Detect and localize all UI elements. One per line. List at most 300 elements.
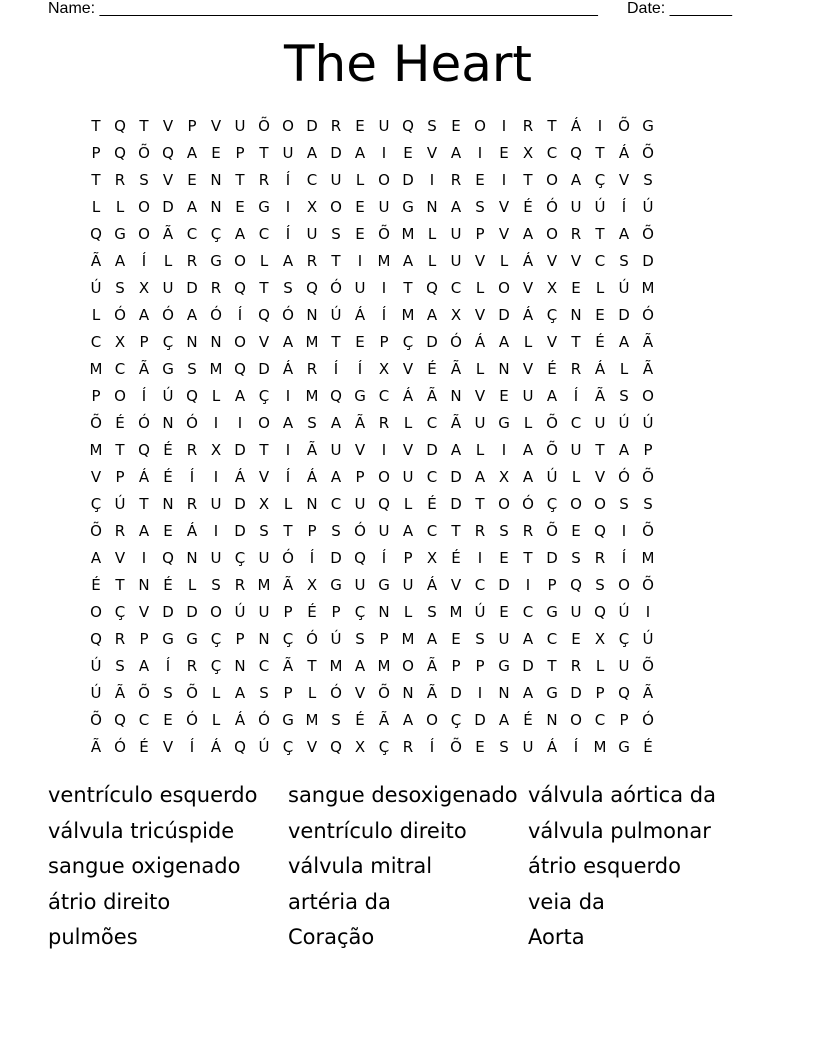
grid-letter[interactable]: C [330, 495, 342, 513]
grid-letter[interactable]: E [211, 144, 221, 162]
grid-letter[interactable]: Õ [138, 144, 150, 162]
grid-letter[interactable]: U [570, 198, 582, 216]
grid-letter[interactable]: S [355, 630, 365, 648]
grid-letter[interactable]: V [90, 468, 102, 486]
grid-letter[interactable]: Ó [186, 414, 198, 432]
grid-letter[interactable]: Q [90, 630, 102, 648]
grid-letter[interactable]: E [451, 117, 461, 135]
grid-letter[interactable]: E [475, 738, 485, 756]
grid-letter[interactable]: O [378, 171, 390, 189]
grid-letter[interactable]: O [498, 279, 510, 297]
grid-letter[interactable]: I [357, 252, 363, 270]
grid-letter[interactable]: V [546, 333, 558, 351]
grid-letter[interactable]: U [330, 441, 342, 459]
grid-letter[interactable]: C [258, 657, 270, 675]
grid-letter[interactable]: Á [354, 306, 366, 324]
grid-letter[interactable]: P [283, 603, 293, 621]
grid-letter[interactable]: O [282, 117, 294, 135]
grid-letter[interactable]: P [115, 468, 125, 486]
grid-letter[interactable]: M [329, 657, 343, 675]
grid-letter[interactable]: Q [402, 117, 414, 135]
grid-letter[interactable]: T [595, 144, 605, 162]
grid-letter[interactable]: P [307, 522, 317, 540]
grid-letter[interactable]: Í [357, 360, 363, 378]
grid-letter[interactable]: Ú [114, 495, 126, 513]
grid-letter[interactable]: G [498, 414, 510, 432]
grid-letter[interactable]: R [234, 576, 246, 594]
grid-letter[interactable]: Q [330, 738, 342, 756]
grid-letter[interactable]: É [139, 738, 149, 756]
grid-letter[interactable]: V [354, 684, 366, 702]
grid-letter[interactable]: R [114, 522, 126, 540]
grid-letter[interactable]: D [330, 549, 342, 567]
grid-letter[interactable]: Ç [450, 711, 462, 729]
grid-letter[interactable]: P [187, 117, 197, 135]
grid-letter[interactable]: C [594, 252, 606, 270]
grid-letter[interactable]: O [330, 198, 342, 216]
grid-letter[interactable]: Q [114, 711, 126, 729]
grid-letter[interactable]: Q [258, 306, 270, 324]
grid-letter[interactable]: Á [570, 117, 582, 135]
grid-letter[interactable]: D [522, 657, 534, 675]
grid-letter[interactable]: L [403, 495, 413, 513]
grid-letter[interactable]: É [523, 198, 533, 216]
date-field[interactable]: Date: _______ [627, 0, 732, 17]
grid-letter[interactable]: Ç [546, 306, 558, 324]
grid-letter[interactable]: I [645, 603, 651, 621]
grid-letter[interactable]: É [91, 576, 101, 594]
grid-letter[interactable]: M [89, 360, 103, 378]
grid-letter[interactable]: V [114, 549, 126, 567]
grid-letter[interactable]: N [186, 333, 198, 351]
grid-letter[interactable]: A [618, 225, 630, 243]
grid-letter[interactable]: I [525, 576, 531, 594]
grid-letter[interactable]: O [258, 414, 270, 432]
grid-letter[interactable]: Q [114, 117, 126, 135]
grid-letter[interactable]: O [498, 495, 510, 513]
grid-letter[interactable]: E [403, 144, 413, 162]
grid-letter[interactable]: Á [522, 306, 534, 324]
grid-letter[interactable]: G [162, 630, 174, 648]
grid-letter[interactable]: O [546, 225, 558, 243]
grid-letter[interactable]: R [570, 225, 582, 243]
grid-letter[interactable]: Ã [138, 360, 150, 378]
grid-letter[interactable]: I [381, 144, 387, 162]
grid-letter[interactable]: S [211, 576, 221, 594]
grid-letter[interactable]: D [306, 117, 318, 135]
grid-letter[interactable]: Í [333, 360, 339, 378]
grid-letter[interactable]: O [114, 387, 126, 405]
grid-letter[interactable]: D [162, 198, 174, 216]
grid-letter[interactable]: X [258, 495, 270, 513]
grid-letter[interactable]: O [594, 495, 606, 513]
grid-letter[interactable]: P [331, 603, 341, 621]
grid-letter[interactable]: D [570, 684, 582, 702]
grid-letter[interactable]: Í [573, 387, 579, 405]
grid-letter[interactable]: N [498, 360, 510, 378]
grid-letter[interactable]: T [595, 225, 605, 243]
grid-letter[interactable]: X [546, 279, 558, 297]
grid-letter[interactable]: T [91, 117, 101, 135]
grid-letter[interactable]: Í [381, 306, 387, 324]
grid-letter[interactable]: Ã [594, 387, 606, 405]
grid-letter[interactable]: T [331, 252, 341, 270]
grid-letter[interactable]: E [355, 198, 365, 216]
grid-letter[interactable]: P [547, 576, 557, 594]
grid-letter[interactable]: Õ [450, 738, 462, 756]
grid-letter[interactable]: A [618, 333, 630, 351]
grid-letter[interactable]: S [499, 522, 509, 540]
grid-letter[interactable]: V [210, 117, 222, 135]
grid-letter[interactable]: A [426, 306, 438, 324]
grid-letter[interactable]: X [450, 306, 462, 324]
grid-letter[interactable]: V [522, 360, 534, 378]
grid-letter[interactable]: Í [189, 738, 195, 756]
grid-letter[interactable]: É [355, 711, 365, 729]
grid-letter[interactable]: G [546, 603, 558, 621]
grid-letter[interactable]: Ú [330, 306, 342, 324]
grid-letter[interactable]: É [451, 549, 461, 567]
grid-letter[interactable]: Õ [546, 414, 558, 432]
grid-letter[interactable]: D [450, 495, 462, 513]
grid-letter[interactable]: Q [162, 144, 174, 162]
grid-letter[interactable]: Ó [450, 333, 462, 351]
grid-letter[interactable]: S [139, 171, 149, 189]
grid-letter[interactable]: D [618, 306, 630, 324]
grid-letter[interactable]: V [474, 306, 486, 324]
grid-letter[interactable]: U [402, 468, 414, 486]
grid-letter[interactable]: Ã [642, 684, 654, 702]
grid-letter[interactable]: N [210, 171, 222, 189]
grid-letter[interactable]: Ó [546, 198, 558, 216]
grid-letter[interactable]: V [498, 198, 510, 216]
grid-letter[interactable]: É [115, 414, 125, 432]
grid-letter[interactable]: T [139, 495, 149, 513]
grid-letter[interactable]: P [403, 549, 413, 567]
grid-letter[interactable]: V [618, 171, 630, 189]
grid-letter[interactable]: G [498, 657, 510, 675]
grid-letter[interactable]: S [619, 495, 629, 513]
grid-letter[interactable]: I [213, 414, 219, 432]
grid-letter[interactable]: X [378, 360, 390, 378]
grid-letter[interactable]: C [90, 333, 102, 351]
grid-letter[interactable]: U [306, 225, 318, 243]
grid-letter[interactable]: R [594, 549, 606, 567]
grid-letter[interactable]: Õ [642, 468, 654, 486]
grid-letter[interactable]: D [474, 711, 486, 729]
grid-letter[interactable]: D [234, 441, 246, 459]
grid-letter[interactable]: V [402, 360, 414, 378]
grid-letter[interactable]: I [213, 468, 219, 486]
grid-letter[interactable]: T [571, 333, 581, 351]
grid-letter[interactable]: S [115, 279, 125, 297]
grid-letter[interactable]: M [593, 738, 607, 756]
grid-letter[interactable]: M [305, 387, 319, 405]
grid-letter[interactable]: C [594, 711, 606, 729]
grid-letter[interactable]: U [522, 387, 534, 405]
grid-letter[interactable]: Ú [90, 657, 102, 675]
grid-letter[interactable]: R [570, 360, 582, 378]
grid-letter[interactable]: R [522, 117, 534, 135]
grid-letter[interactable]: S [643, 495, 653, 513]
grid-letter[interactable]: O [138, 198, 150, 216]
grid-letter[interactable]: L [619, 360, 629, 378]
grid-letter[interactable]: N [570, 306, 582, 324]
grid-letter[interactable]: Ç [282, 738, 294, 756]
grid-letter[interactable]: L [115, 198, 125, 216]
grid-letter[interactable]: Á [186, 522, 198, 540]
grid-letter[interactable]: Ç [210, 225, 222, 243]
grid-letter[interactable]: Ó [210, 306, 222, 324]
grid-letter[interactable]: Ó [186, 711, 198, 729]
grid-letter[interactable]: U [594, 414, 606, 432]
grid-letter[interactable]: A [450, 198, 462, 216]
grid-letter[interactable]: Ã [162, 225, 174, 243]
grid-letter[interactable]: V [426, 144, 438, 162]
grid-letter[interactable]: V [162, 171, 174, 189]
grid-letter[interactable]: L [403, 603, 413, 621]
grid-letter[interactable]: T [451, 522, 461, 540]
grid-letter[interactable]: R [306, 360, 318, 378]
grid-letter[interactable]: Ó [330, 684, 342, 702]
grid-letter[interactable]: C [138, 711, 150, 729]
grid-letter[interactable]: N [498, 684, 510, 702]
grid-letter[interactable]: Õ [546, 522, 558, 540]
grid-letter[interactable]: M [401, 630, 415, 648]
grid-letter[interactable]: Q [570, 144, 582, 162]
grid-letter[interactable]: Q [570, 576, 582, 594]
grid-letter[interactable]: G [546, 684, 558, 702]
grid-letter[interactable]: Q [234, 360, 246, 378]
grid-letter[interactable]: C [426, 522, 438, 540]
grid-letter[interactable]: T [259, 144, 269, 162]
grid-letter[interactable]: L [307, 684, 317, 702]
grid-letter[interactable]: T [523, 549, 533, 567]
grid-letter[interactable]: C [450, 279, 462, 297]
grid-letter[interactable]: Ó [138, 414, 150, 432]
grid-letter[interactable]: S [643, 171, 653, 189]
grid-letter[interactable]: S [595, 576, 605, 594]
grid-letter[interactable]: O [378, 468, 390, 486]
grid-letter[interactable]: Ó [618, 468, 630, 486]
grid-letter[interactable]: N [162, 414, 174, 432]
grid-letter[interactable]: U [618, 657, 630, 675]
grid-letter[interactable]: Õ [642, 144, 654, 162]
grid-letter[interactable]: A [402, 522, 414, 540]
grid-letter[interactable]: Ã [378, 711, 390, 729]
grid-letter[interactable]: C [546, 630, 558, 648]
grid-letter[interactable]: Í [285, 468, 291, 486]
grid-letter[interactable]: Ó [282, 306, 294, 324]
grid-letter[interactable]: Ú [642, 414, 654, 432]
grid-letter[interactable]: L [427, 252, 437, 270]
grid-letter[interactable]: Ã [354, 414, 366, 432]
grid-letter[interactable]: Ã [282, 576, 294, 594]
grid-letter[interactable]: U [570, 441, 582, 459]
grid-letter[interactable]: C [474, 576, 486, 594]
grid-letter[interactable]: A [402, 711, 414, 729]
grid-letter[interactable]: I [597, 117, 603, 135]
grid-letter[interactable]: O [402, 657, 414, 675]
grid-letter[interactable]: Õ [546, 441, 558, 459]
grid-letter[interactable]: I [285, 198, 291, 216]
grid-letter[interactable]: A [282, 333, 294, 351]
grid-letter[interactable]: M [305, 333, 319, 351]
grid-letter[interactable]: O [570, 495, 582, 513]
grid-letter[interactable]: P [235, 630, 245, 648]
grid-letter[interactable]: V [474, 252, 486, 270]
grid-letter[interactable]: A [282, 414, 294, 432]
grid-letter[interactable]: A [234, 684, 246, 702]
grid-letter[interactable]: O [474, 117, 486, 135]
grid-letter[interactable]: A [546, 387, 558, 405]
grid-letter[interactable]: O [618, 576, 630, 594]
grid-letter[interactable]: Ã [306, 441, 318, 459]
grid-letter[interactable]: L [523, 333, 533, 351]
grid-letter[interactable]: U [354, 279, 366, 297]
grid-letter[interactable]: R [186, 495, 198, 513]
grid-letter[interactable]: S [331, 711, 341, 729]
grid-letter[interactable]: I [501, 117, 507, 135]
grid-letter[interactable]: Q [426, 279, 438, 297]
grid-letter[interactable]: T [115, 441, 125, 459]
grid-letter[interactable]: Ó [162, 306, 174, 324]
grid-letter[interactable]: Ã [114, 684, 126, 702]
grid-letter[interactable]: A [330, 414, 342, 432]
grid-letter[interactable]: D [546, 549, 558, 567]
grid-letter[interactable]: L [211, 387, 221, 405]
grid-letter[interactable]: P [283, 684, 293, 702]
grid-letter[interactable]: A [426, 630, 438, 648]
grid-letter[interactable]: I [621, 522, 627, 540]
grid-letter[interactable]: M [401, 306, 415, 324]
grid-letter[interactable]: Õ [90, 522, 102, 540]
grid-letter[interactable]: M [305, 711, 319, 729]
grid-letter[interactable]: Ú [474, 603, 486, 621]
grid-letter[interactable]: E [499, 549, 509, 567]
grid-letter[interactable]: L [283, 495, 293, 513]
grid-letter[interactable]: I [501, 441, 507, 459]
grid-letter[interactable]: L [523, 414, 533, 432]
grid-letter[interactable]: D [162, 603, 174, 621]
grid-letter[interactable]: S [619, 252, 629, 270]
grid-letter[interactable]: O [426, 711, 438, 729]
grid-letter[interactable]: T [283, 522, 293, 540]
grid-letter[interactable]: É [643, 738, 653, 756]
grid-letter[interactable]: I [213, 522, 219, 540]
grid-letter[interactable]: Í [285, 225, 291, 243]
grid-letter[interactable]: U [354, 495, 366, 513]
grid-letter[interactable]: Ç [546, 495, 558, 513]
grid-letter[interactable]: R [450, 171, 462, 189]
grid-letter[interactable]: P [355, 468, 365, 486]
grid-letter[interactable]: N [234, 657, 246, 675]
grid-letter[interactable]: R [522, 522, 534, 540]
grid-letter[interactable]: O [642, 387, 654, 405]
grid-letter[interactable]: V [498, 225, 510, 243]
grid-letter[interactable]: Õ [378, 225, 390, 243]
grid-letter[interactable]: Ó [642, 306, 654, 324]
grid-letter[interactable]: O [234, 333, 246, 351]
grid-letter[interactable]: G [642, 117, 654, 135]
grid-letter[interactable]: Ó [114, 738, 126, 756]
grid-letter[interactable]: Õ [90, 414, 102, 432]
grid-letter[interactable]: X [522, 144, 534, 162]
grid-letter[interactable]: O [570, 711, 582, 729]
grid-letter[interactable]: V [402, 441, 414, 459]
grid-letter[interactable]: X [306, 198, 318, 216]
grid-letter[interactable]: M [209, 360, 223, 378]
grid-letter[interactable]: L [595, 657, 605, 675]
grid-letter[interactable]: R [114, 630, 126, 648]
grid-letter[interactable]: I [477, 144, 483, 162]
grid-letter[interactable]: T [547, 657, 557, 675]
grid-letter[interactable]: Ã [450, 360, 462, 378]
grid-letter[interactable]: V [570, 252, 582, 270]
grid-letter[interactable]: Í [429, 738, 435, 756]
grid-letter[interactable]: R [186, 252, 198, 270]
grid-letter[interactable]: Á [402, 387, 414, 405]
grid-letter[interactable]: L [211, 711, 221, 729]
grid-letter[interactable]: É [523, 711, 533, 729]
grid-letter[interactable]: E [595, 306, 605, 324]
name-field[interactable]: Name: ________________________________________________________ [48, 0, 598, 17]
grid-letter[interactable]: E [355, 117, 365, 135]
grid-letter[interactable]: C [114, 360, 126, 378]
grid-letter[interactable]: A [402, 252, 414, 270]
grid-letter[interactable]: Ã [642, 333, 654, 351]
grid-letter[interactable]: Ç [162, 333, 174, 351]
grid-letter[interactable]: L [595, 279, 605, 297]
grid-letter[interactable]: Ã [282, 657, 294, 675]
grid-letter[interactable]: Í [285, 171, 291, 189]
grid-letter[interactable]: Ó [330, 279, 342, 297]
grid-letter[interactable]: M [641, 279, 655, 297]
grid-letter[interactable]: I [477, 684, 483, 702]
grid-letter[interactable]: G [354, 387, 366, 405]
grid-letter[interactable]: U [474, 414, 486, 432]
grid-letter[interactable]: T [259, 441, 269, 459]
grid-letter[interactable]: Í [573, 738, 579, 756]
grid-letter[interactable]: M [401, 225, 415, 243]
grid-letter[interactable]: A [498, 711, 510, 729]
grid-letter[interactable]: Ú [618, 414, 630, 432]
grid-letter[interactable]: Q [354, 549, 366, 567]
grid-letter[interactable]: Ó [642, 711, 654, 729]
grid-letter[interactable]: Á [138, 468, 150, 486]
grid-letter[interactable]: T [475, 495, 485, 513]
grid-letter[interactable]: C [426, 468, 438, 486]
grid-letter[interactable]: Í [165, 657, 171, 675]
grid-letter[interactable]: U [162, 279, 174, 297]
grid-letter[interactable]: U [378, 117, 390, 135]
grid-letter[interactable]: T [235, 171, 245, 189]
grid-letter[interactable]: G [330, 576, 342, 594]
grid-letter[interactable]: D [642, 252, 654, 270]
grid-letter[interactable]: E [355, 225, 365, 243]
grid-letter[interactable]: Í [621, 198, 627, 216]
grid-letter[interactable]: A [354, 144, 366, 162]
grid-letter[interactable]: A [450, 144, 462, 162]
grid-letter[interactable]: L [571, 468, 581, 486]
grid-letter[interactable]: C [186, 225, 198, 243]
grid-letter[interactable]: N [306, 495, 318, 513]
grid-letter[interactable]: G [186, 630, 198, 648]
grid-letter[interactable]: V [474, 387, 486, 405]
grid-letter[interactable]: P [619, 711, 629, 729]
grid-letter[interactable]: Ç [354, 603, 366, 621]
grid-letter[interactable]: Ç [402, 333, 414, 351]
